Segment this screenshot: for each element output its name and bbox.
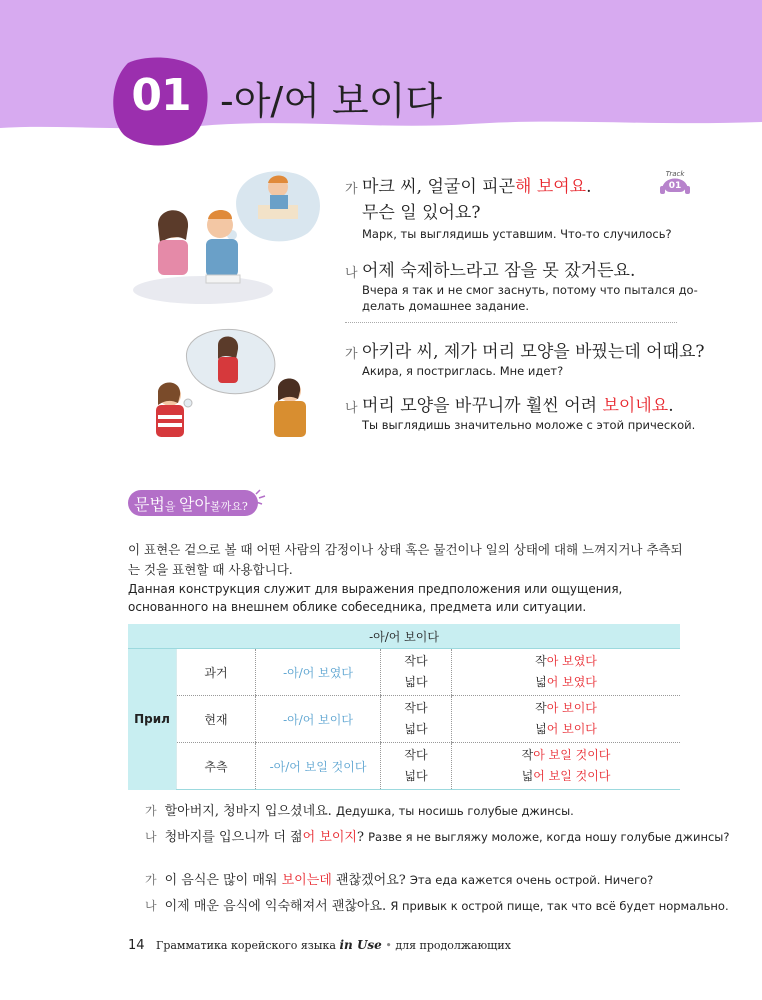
table-form: -아/어 보였다 (256, 649, 381, 696)
dialogue2-a-translation: Акира, я постриглась. Мне идет? (362, 364, 564, 378)
dialogue1-a-translation: Марк, ты выглядишь уставшим. Что-то случилось? (362, 227, 672, 241)
result-stem: 넓 (535, 722, 547, 736)
example-korean-end: 괜찮겠어요? (331, 873, 410, 888)
table-stems (381, 696, 452, 743)
explanation-korean: 이 표현은 겉으로 볼 때 어떤 사람의 감정이나 상태 혹은 물건이나 일의 상태에 대해 느껴지거나 추측되는 것을 표현할 때 사용합니다. (128, 542, 683, 577)
result (452, 745, 680, 766)
result (452, 651, 680, 672)
example-line (145, 895, 729, 914)
table-stems (381, 649, 452, 696)
result-ending: 아 보였다 (546, 654, 597, 668)
table-time: 과거 (177, 649, 256, 696)
grammar-table (128, 624, 680, 788)
speaker-mark: 가 (145, 873, 157, 887)
dialogue-divider (345, 322, 677, 323)
speaker-b-mark: 나 (345, 266, 358, 281)
example-line (145, 869, 653, 888)
dialogue1-b-translation-1: Вчера я так и не смог заснуть, потому что пытался до- (362, 283, 698, 297)
example-highlight: 보이는데 (277, 873, 332, 888)
example-korean: 청바지를 입으니까 더 젊 (164, 830, 303, 845)
page-footer (128, 938, 511, 953)
lesson-number: 01 (131, 70, 191, 121)
speaker-b-mark: 나 (345, 401, 358, 416)
result-ending: 어 보일 것이다 (533, 769, 611, 783)
speaker-a-mark: 가 (345, 347, 358, 362)
dialogue2-b-line (362, 391, 674, 416)
explanation-russian: Данная конструкция служит для выражения предположения или ощущения, основанного на внешнем облике собеседника, предмета или ситуации. (128, 582, 623, 614)
result-stem: 작 (535, 701, 547, 715)
result (452, 672, 680, 693)
stem: 작다 (404, 654, 428, 668)
example-line (145, 826, 730, 845)
page-number: 14 (128, 938, 145, 953)
example-line (145, 800, 574, 819)
stem: 넓다 (404, 769, 428, 783)
result-stem: 작 (521, 748, 534, 762)
table-results (452, 743, 681, 790)
table-time: 추측 (177, 743, 256, 790)
example-russian: Эта еда кажется очень острой. Ничего? (409, 873, 654, 887)
stem: 작다 (404, 701, 428, 715)
table-time: 현재 (177, 696, 256, 743)
example-highlight: 어 보이지 (302, 830, 357, 845)
lesson-title: -아/어 보이다 (220, 79, 443, 123)
grammar-heading-4: 볼까요? (209, 500, 248, 513)
result-ending: 어 보였다 (546, 675, 597, 689)
table-stems (381, 743, 452, 790)
speaker-mark: 나 (145, 899, 157, 913)
grammar-heading-2: 을 (164, 500, 180, 513)
speaker-mark: 가 (145, 804, 157, 818)
dialogue1-b-translation-2: делать домашнее задание. (362, 299, 529, 313)
stem: 넓다 (404, 675, 428, 689)
illustration-tired-student (128, 155, 328, 305)
footer-bullet: • (385, 939, 392, 952)
example-russian: Дедушка, ты носишь голубые джинсы. (335, 804, 574, 818)
stem: 넓다 (404, 722, 428, 736)
dialogue2-b-translation: Ты выглядишь значительно моложе с этой прической. (362, 418, 696, 432)
example-russian: Разве я не выгляжу моложе, когда ношу голубые джинсы? (368, 830, 730, 844)
result-stem: 넓 (521, 769, 534, 783)
illustration-new-haircut (148, 325, 328, 440)
example-korean-end: ? (356, 830, 369, 845)
book-title-in-use: in Use (339, 938, 382, 952)
example-russian: Я привык к острой пище, так что всё будет нормально. (390, 899, 729, 913)
table-form: -아/어 보이다 (256, 696, 381, 743)
grammar-heading-3: 알아 (179, 495, 210, 514)
dialogue2-b-highlight: 보이네요 (597, 396, 669, 416)
example-korean: 이 음식은 많이 매워 (164, 873, 278, 888)
stem: 작다 (404, 748, 428, 762)
dialogue1-a-line2: 무슨 일 있어요? (362, 203, 481, 223)
result-ending: 아 보이다 (546, 701, 597, 715)
book-subtitle: для продолжающих (395, 939, 511, 952)
example-korean: 이제 매운 음식에 익숙해져서 괜찮아요. (164, 899, 391, 914)
dialogue2-b-text: 머리 모양을 바꾸니까 훨씬 어려 (362, 396, 598, 416)
dialogue1-a-highlight: 해 보여요 (515, 177, 587, 197)
result-stem: 넓 (535, 675, 547, 689)
table-results (452, 649, 681, 696)
grammar-heading (134, 492, 248, 515)
result (452, 698, 680, 719)
track-number[interactable]: 01 (664, 180, 686, 192)
table-results (452, 696, 681, 743)
dialogue2-a-line: 아키라 씨, 제가 머리 모양을 바꿨는데 어때요? (362, 342, 705, 362)
grammar-heading-1: 문법 (134, 495, 165, 514)
speaker-mark: 나 (145, 830, 157, 844)
speaker-a-mark: 가 (345, 182, 358, 197)
table-side-label: Прил (128, 649, 177, 790)
result-ending: 아 보일 것이다 (533, 748, 611, 762)
book-title: Грамматика корейского языка (156, 939, 336, 952)
dialogue1-a-line1-end: . (586, 177, 592, 197)
table-header: -아/어 보이다 (128, 624, 680, 649)
dialogue2-b-end: . (668, 396, 674, 416)
result (452, 719, 680, 740)
dialogue1-a-line1-text: 마크 씨, 얼굴이 피곤 (362, 177, 515, 197)
track-label: Track (665, 170, 685, 178)
example-korean: 할아버지, 청바지 입으셨네요. (164, 804, 336, 819)
table-form: -아/어 보일 것이다 (256, 743, 381, 790)
dialogue1-b-line: 어제 숙제하느라고 잠을 못 잤거든요. (362, 261, 636, 281)
result-ending: 어 보이다 (546, 722, 597, 736)
dialogue1-a-line1 (362, 172, 592, 197)
result-stem: 작 (535, 654, 547, 668)
result (452, 766, 680, 787)
